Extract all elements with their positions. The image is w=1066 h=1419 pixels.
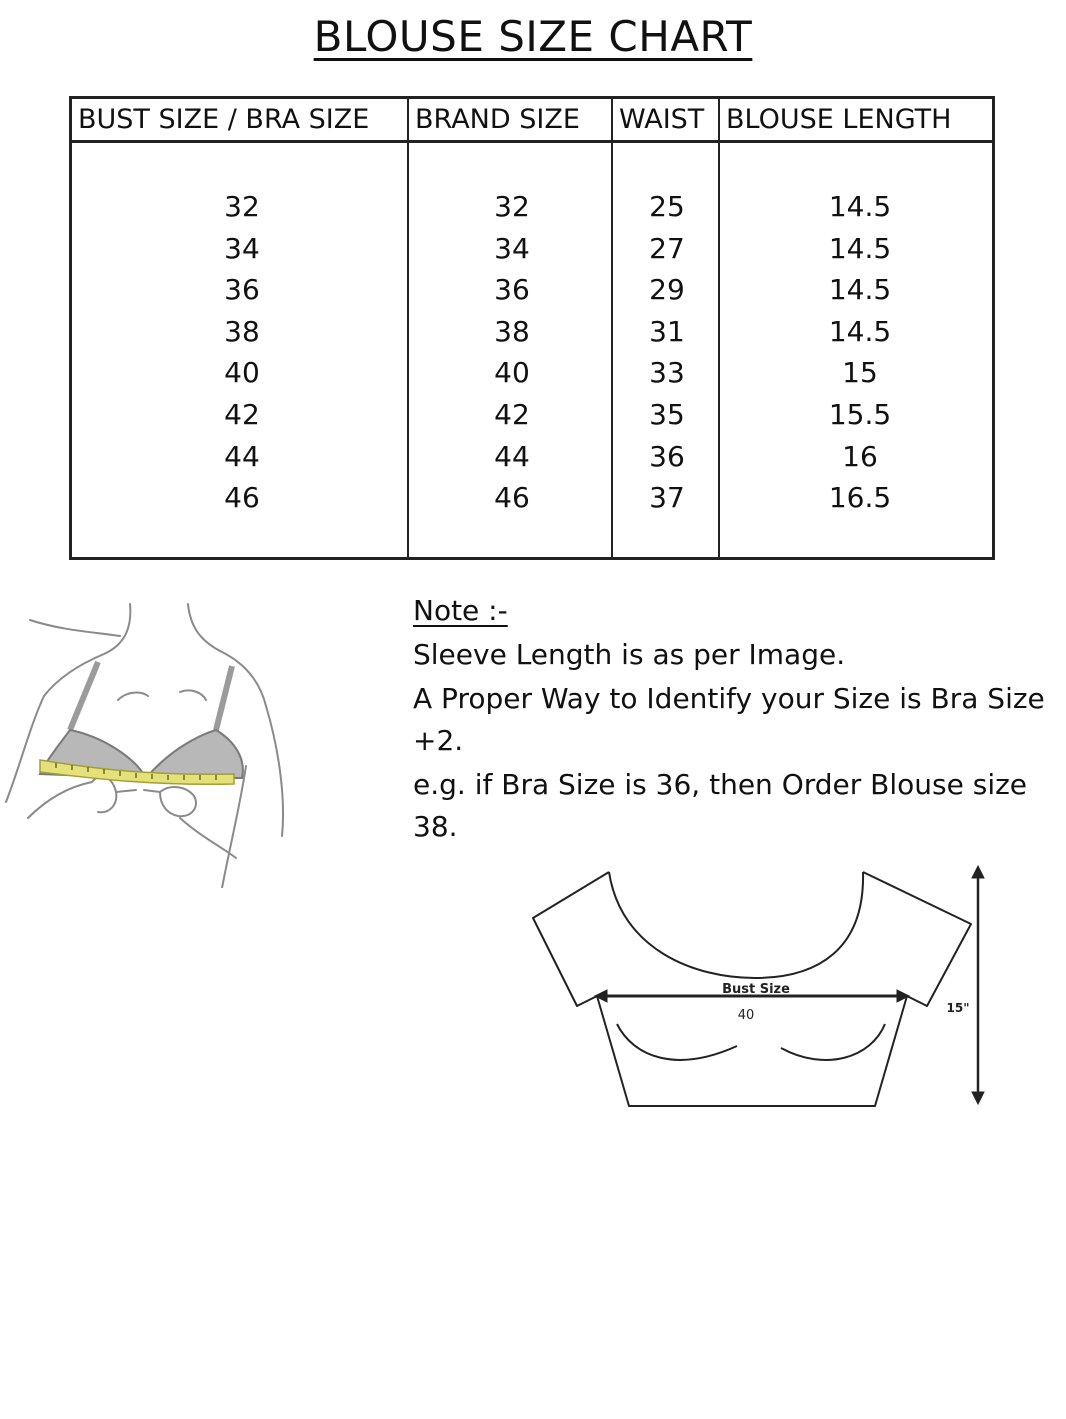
brand-size-cell: 46 [494,481,530,515]
bust-size-cell: 32 [224,190,260,223]
bust-measurement-illustration [0,596,290,888]
column-divider [718,99,720,557]
blouse-measurement-diagram [525,860,995,1116]
left-cup-line [617,1024,737,1060]
blouse-length-cell: 14.5 [828,231,892,265]
header-bust-size: BUST SIZE / BRA SIZE [78,104,370,135]
bust-size-cell: 36 [224,273,260,307]
bust-size-column [192,186,292,519]
blouse-length-cell: 16.5 [828,481,892,515]
header-blouse-length: BLOUSE LENGTH [726,104,952,135]
blouse-length-cell: 14.5 [828,314,892,348]
page-title: BLOUSE SIZE CHART [313,12,753,61]
waist-cell: 37 [649,481,685,515]
header-waist: WAIST [619,104,705,135]
bust-size-cell: 38 [224,314,260,348]
note-line: e.g. if Bra Size is 36, then Order Blouse size 38. [413,768,1028,843]
right-cup-line [781,1024,885,1060]
blouse-length-column [800,186,920,519]
note-heading: Note :- [413,594,508,627]
brand-size-column [462,186,562,519]
waist-cell: 35 [649,397,685,431]
brand-size-cell: 36 [494,273,530,307]
blouse-length-cell: 15.5 [828,397,892,431]
header-brand-size: BRAND SIZE [415,104,580,135]
waist-cell: 33 [649,356,685,390]
blouse-length-cell: 14.5 [828,273,892,307]
blouse-neckline [609,872,863,978]
waist-cell: 31 [649,314,685,348]
bust-size-label: Bust Size [722,982,790,997]
bust-arrow-right-head [897,990,909,1002]
waist-column [617,186,717,519]
bust-size-value: 40 [737,1008,755,1023]
bust-size-cell: 46 [224,481,260,515]
blouse-length-cell: 14.5 [828,190,892,223]
length-arrow-bottom-head [972,1092,984,1104]
size-chart-table [69,96,995,560]
waist-cell: 27 [649,231,685,265]
length-arrow-top-head [972,866,984,878]
bust-arrow-left-head [595,990,607,1002]
brand-size-cell: 44 [494,439,530,473]
brand-size-cell: 40 [494,356,530,390]
column-divider [407,99,409,557]
waist-cell: 36 [649,439,685,473]
brand-size-cell: 38 [494,314,530,348]
brand-size-cell: 32 [494,190,530,223]
blouse-length-label: 15" [946,1001,970,1015]
waist-cell: 25 [649,190,685,223]
blouse-length-cell: 15 [842,356,878,390]
bust-size-cell: 42 [224,397,260,431]
note-line: A Proper Way to Identify your Size is Bra Size +2. [413,682,1045,757]
waist-cell: 29 [649,273,685,307]
size-note [413,590,1063,850]
brand-size-cell: 42 [494,397,530,431]
brand-size-cell: 34 [494,231,530,265]
bust-size-cell: 40 [224,356,260,390]
note-line: Sleeve Length is as per Image. [413,638,846,671]
bust-size-cell: 34 [224,231,260,265]
blouse-length-cell: 16 [842,439,878,473]
column-divider [611,99,613,557]
bust-size-cell: 44 [224,439,260,473]
